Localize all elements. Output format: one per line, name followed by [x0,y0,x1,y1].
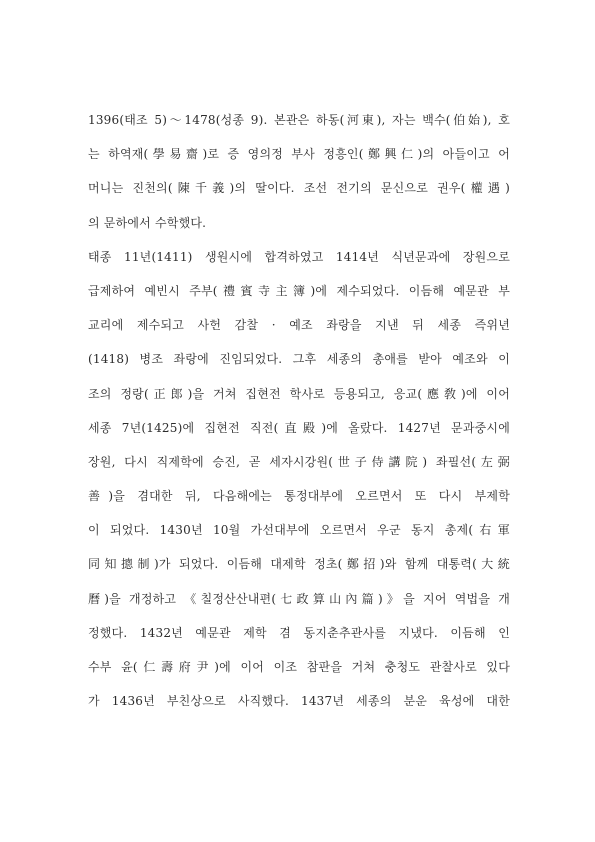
paragraph-2 [88,250,510,729]
text-line: 조의 정랑(正郎)을 거쳐 집현전 학사로 등용되고, 응교(應敎)에 이어 [88,386,510,401]
text-line: 는 하역재(學易齋)로 증 영의정 부사 정흥인(鄭興仁)의 아들이고 어 [88,147,510,162]
text-line: 교리에 제수되고 사헌 감찰 · 예조 좌랑을 지낸 뒤 세종 즉위년 [88,318,510,333]
text-line: 曆)을 개정하고 《칠정산산내편(七政算山內篇)》을 지어 역법을 개 [88,591,510,606]
text-line: 善)을 겸대한 뒤, 다음해에는 통정대부에 오르면서 또 다시 부제학 [88,489,510,504]
text-line: 장원, 다시 직제학에 승진, 곧 세자시강원(世子侍講院) 좌필선(左弼 [88,454,510,469]
text-line: 同知摠制)가 되었다. 이듬해 대제학 정초(鄭招)와 함께 대통력(大統 [88,557,510,572]
text-line: 급제하여 예빈시 주부(禮賓寺主簿)에 제수되었다. 이듬해 예문관 부 [88,283,510,298]
paragraph-1 [88,113,510,250]
text-line: 태종 11년(1411) 생원시에 합격하였고 1414년 식년문과에 장원으로 [88,249,510,264]
text-line: 이 되었다. 1430년 10월 가선대부에 오르면서 우군 동지 총제(右軍 [88,523,510,538]
text-line: 정했다. 1432년 예문관 제학 겸 동지춘추관사를 지냈다. 이듬해 인 [88,625,510,640]
body-text [88,113,510,728]
text-line: 머니는 진천의(陳千義)의 딸이다. 조선 전기의 문신으로 권우(權遇) [88,181,510,196]
text-line: 세종 7년(1425)에 집현전 직전(直殿)에 올랐다. 1427년 문과중시에 [88,420,510,435]
text-line: 1396(태조 5)～1478(성종 9). 본관은 하동(河東), 자는 백수(伯始), 호 [88,113,510,127]
text-line: 의 문하에서 수학했다. [88,215,207,230]
text-line: (1418) 병조 좌랑에 진임되었다. 그후 세종의 총애를 받아 예조와 이 [88,352,510,367]
text-line: 가 1436년 부친상으로 사직했다. 1437년 세종의 분운 육성에 대한 [88,694,510,709]
text-line: 수부 윤(仁壽府尹)에 이어 이조 참판을 거쳐 충청도 관찰사로 있다 [88,660,510,674]
